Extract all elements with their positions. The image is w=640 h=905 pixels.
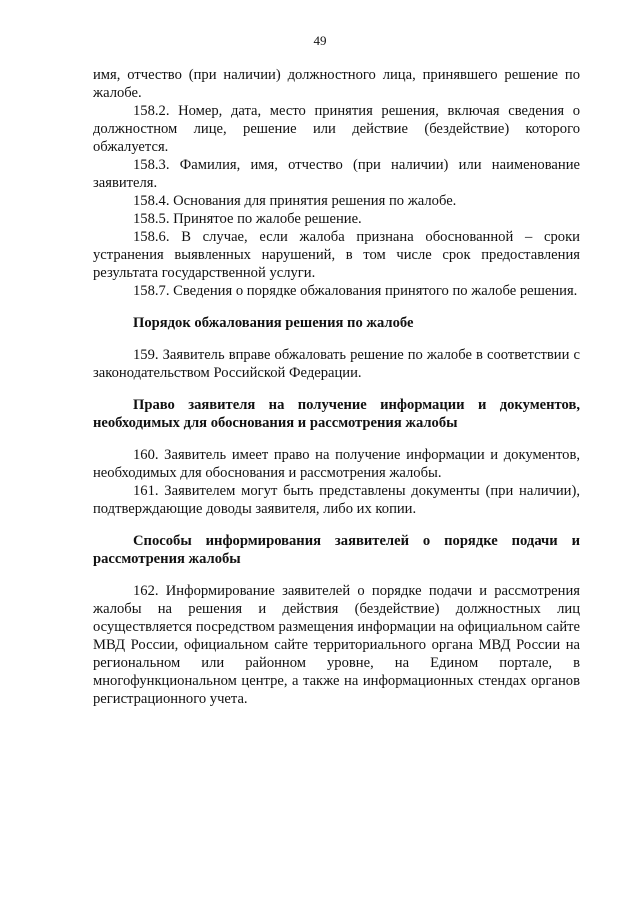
paragraph-continuation: имя, отчество (при наличии) должностного лица, принявшего решение по жалобе.: [93, 67, 580, 101]
section-heading-informing-methods: Способы информирования заявителей о порядке подачи и рассмотрения жалобы: [93, 533, 580, 567]
paragraph-160: 160. Заявитель имеет право на получение информации и документов, необходимых для обоснования и рассмотрения жалобы.: [93, 447, 580, 481]
document-body: [93, 66, 580, 708]
page-number: 49: [313, 33, 327, 48]
paragraph-158-2: 158.2. Номер, дата, место принятия решения, включая сведения о должностном лице, решение или действие (бездействие) которого обжалуется.: [93, 103, 580, 155]
paragraph-158-4: 158.4. Основания для принятия решения по жалобе.: [133, 193, 457, 209]
section-heading-right-to-information: Право заявителя на получение информации и документов, необходимых для обоснования и рассмотрения жалобы: [93, 397, 580, 431]
paragraph-158-3: 158.3. Фамилия, имя, отчество (при наличии) или наименование заявителя.: [93, 157, 580, 191]
paragraph-161: 161. Заявителем могут быть представлены документы (при наличии), подтверждающие доводы заявителя, либо их копии.: [93, 483, 580, 517]
section-heading-appeal-order: Порядок обжалования решения по жалобе: [133, 315, 414, 331]
paragraph-159: 159. Заявитель вправе обжаловать решение по жалобе в соответствии с законодательством Российской Федерации.: [93, 347, 580, 381]
paragraph-158-6: 158.6. В случае, если жалоба признана обоснованной – сроки устранения выявленных нарушений, в том числе срок предоставления результата государственной услуги.: [93, 229, 580, 281]
paragraph-158-7: 158.7. Сведения о порядке обжалования принятого по жалобе решения.: [133, 283, 578, 299]
paragraph-162: 162. Информирование заявителей о порядке подачи и рассмотрения жалобы на решения и действия (бездействие) должностных лиц осуществляется посредством размещения информации на официальном сайте МВД России, официальном сайте территориального органа МВД России на региональном или районном уровне, на Едином портале, в многофункциональном центре, а также на информационных стендах органов регистрационного учета.: [93, 583, 580, 707]
paragraph-158-5: 158.5. Принятое по жалобе решение.: [133, 211, 362, 227]
